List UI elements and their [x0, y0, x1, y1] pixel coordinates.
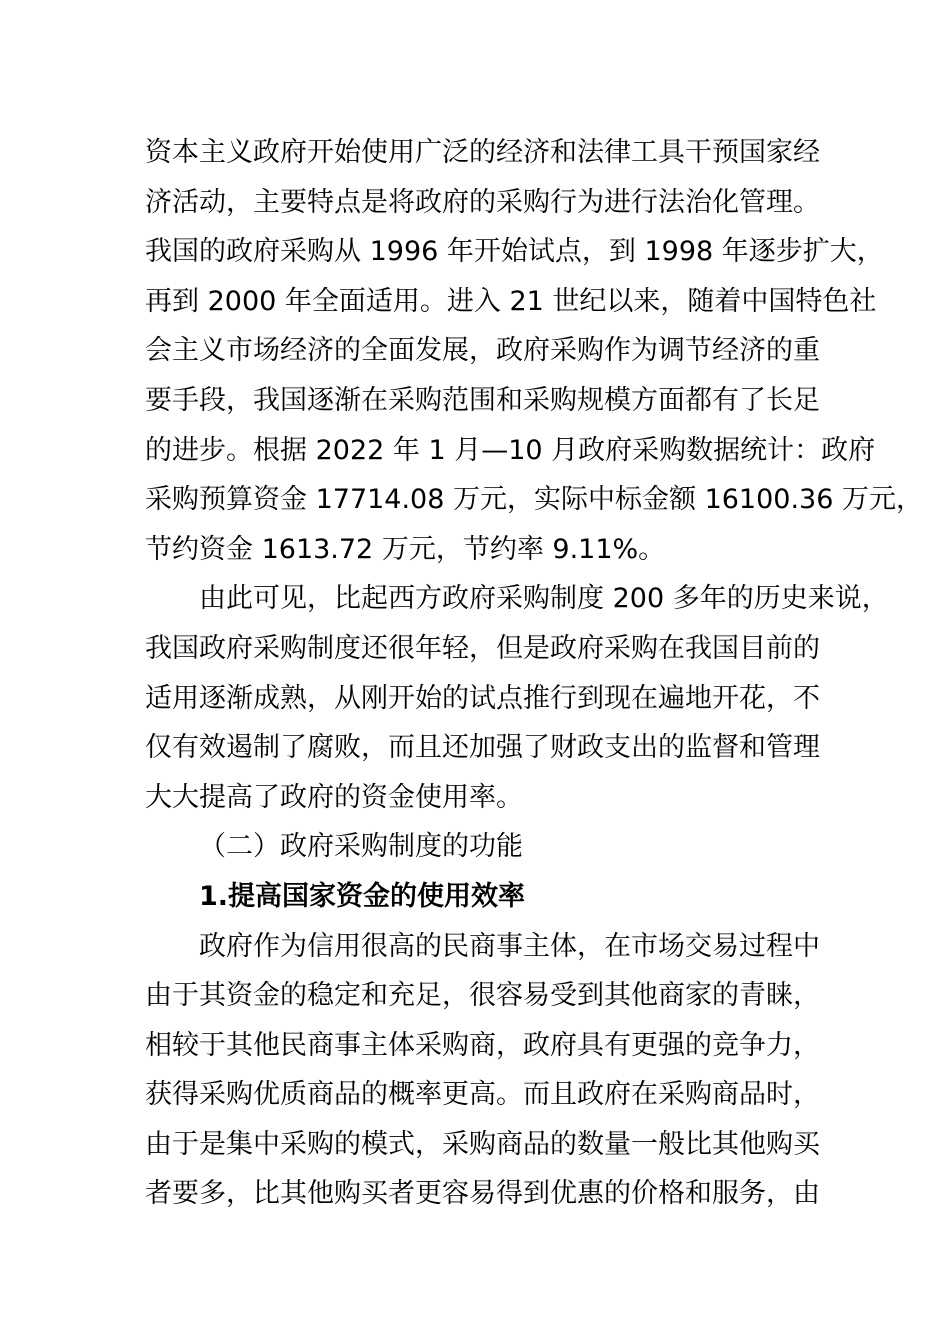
section-heading: （二）政府采购制度的功能: [199, 831, 523, 863]
text-line: 会主义市场经济的全面发展，政府采购作为调节经济的重: [145, 335, 820, 367]
text-line: 相较于其他民商事主体采购商，政府具有更强的竞争力，: [145, 1029, 820, 1061]
text-line: 的进步。根据 2022 年 1 月—10 月政府采购数据统计：政府: [145, 434, 876, 466]
text-line: 由于是集中采购的模式，采购商品的数量一般比其他购买: [145, 1128, 820, 1160]
text-line: 我国政府采购制度还很年轻，但是政府采购在我国目前的: [145, 632, 820, 664]
text-line: 资本主义政府开始使用广泛的经济和法律工具干预国家经: [145, 137, 820, 168]
text-line: 我国的政府采购从 1996 年开始试点，到 1998 年逐步扩大，: [145, 236, 884, 268]
text-line: 济活动，主要特点是将政府的采购行为进行法治化管理。: [145, 186, 820, 218]
paragraph-start-line: 政府作为信用很高的民商事主体，在市场交易过程中: [199, 930, 820, 962]
text-line: 者要多，比其他购买者更容易得到优惠的价格和服务，由: [145, 1178, 820, 1210]
text-line: 仅有效遏制了腐败，而且还加强了财政支出的监督和管理: [145, 732, 820, 764]
text-line: 采购预算资金 17714.08 万元，实际中标金额 16100.36 万元，: [145, 484, 923, 516]
text-line: 获得采购优质商品的概率更高。而且政府在采购商品时，: [145, 1079, 820, 1111]
text-line: 适用逐渐成熟，从刚开始的试点推行到现在遍地开花，不: [145, 682, 820, 714]
text-line: 要手段，我国逐渐在采购范围和采购规模方面都有了长足: [145, 384, 820, 416]
text-line: 由于其资金的稳定和充足，很容易受到其他商家的青睐，: [145, 980, 820, 1012]
paragraph-start-line: 由此可见，比起西方政府采购制度 200 多年的历史来说，: [199, 583, 889, 615]
text-line: 再到 2000 年全面适用。进入 21 世纪以来，随着中国特色社: [145, 285, 877, 317]
body-text: [145, 128, 923, 1219]
subsection-heading: 1.提高国家资金的使用效率: [199, 880, 526, 912]
text-line: 大大提高了政府的资金使用率。: [145, 781, 523, 813]
text-line: 节约资金 1613.72 万元，节约率 9.11%。: [145, 533, 666, 565]
